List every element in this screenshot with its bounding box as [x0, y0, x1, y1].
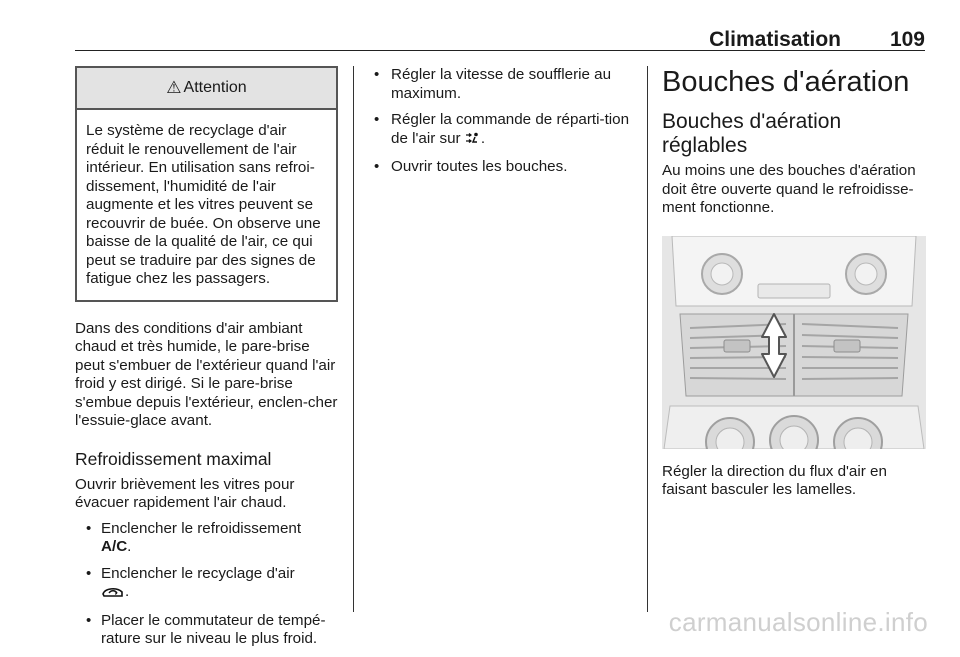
- max-cooling-title: Refroidissement maximal: [75, 448, 272, 469]
- warning-triangle-icon: ⚠: [166, 78, 182, 97]
- page-header: [75, 28, 925, 51]
- bullet-text: Enclencher le refroidissement: [101, 519, 302, 537]
- list-item: • Régler la commande de réparti-tion de l'air sur .: [369, 111, 635, 150]
- air-recirculation-icon: [101, 585, 125, 604]
- list-item: [369, 66, 635, 103]
- bullet-text: Régler la commande de réparti-tion de l'air sur: [391, 111, 630, 147]
- list-item: • Enclencher le recyclage d'air .: [75, 565, 338, 604]
- vents-intro: Au moins une des bouches d'aération doit être ouverte quand le refroidisse-ment fonctionne.: [662, 162, 916, 216]
- max-cooling-list: [75, 520, 338, 649]
- bullet-text: Enclencher le recyclage d'air: [101, 564, 295, 582]
- vents-title: Bouches d'aération: [662, 66, 910, 98]
- air-distribution-icon: [465, 132, 481, 151]
- column-divider: [353, 66, 354, 612]
- column-middle: [369, 66, 635, 185]
- attention-title: Attention: [183, 79, 247, 96]
- bullet-text: Ouvrir toutes les bouches.: [391, 158, 568, 175]
- page-number: 109: [889, 28, 925, 51]
- fan-settings-list: [369, 66, 635, 177]
- list-item: [75, 612, 338, 649]
- attention-header: [77, 68, 336, 110]
- attention-box: [75, 66, 338, 302]
- bullet-text: Régler la vitesse de soufflerie au maximum.: [391, 66, 612, 102]
- column-left: [75, 66, 338, 657]
- section-title: Climatisation: [709, 28, 841, 51]
- max-cooling-intro: Ouvrir brièvement les vitres pour évacuer rapidement l'air chaud.: [75, 475, 295, 511]
- vents-subtitle: Bouches d'aération réglables: [662, 110, 842, 157]
- vents-caption: Régler la direction du flux d'air en faisant basculer les lamelles.: [662, 462, 887, 498]
- attention-text: Le système de recyclage d'air réduit le renouvellement de l'air intérieur. En utilisation sans refroi-dissement, l'humidité de l'air augmente et les vitres peuvent se recouvrir de buée. On observe une baisse de la qualité de l'air, ce qui peut se traduire par des signes de fatigue chez les passagers.: [86, 122, 321, 287]
- column-right: [662, 66, 926, 500]
- humidity-paragraph: Dans des conditions d'air ambiant chaud et très humide, le pare-brise peut s'embuer de l'extérieur quand l'air froid y est dirigé. Si le pare-brise s'embue depuis l'extérieur, enclen-cher l'essuie-glace avant.: [75, 319, 338, 429]
- vent-illustration: [662, 236, 926, 449]
- attention-body: [77, 110, 336, 300]
- bullet-text: Placer le commutateur de tempé-rature sur le niveau le plus froid.: [101, 611, 326, 647]
- list-item: [369, 158, 635, 177]
- ac-code: A/C: [101, 538, 128, 555]
- list-item: • Enclencher le refroidissement A/C.: [75, 520, 338, 557]
- column-divider: [647, 66, 648, 612]
- watermark: carmanualsonline.info: [668, 607, 928, 637]
